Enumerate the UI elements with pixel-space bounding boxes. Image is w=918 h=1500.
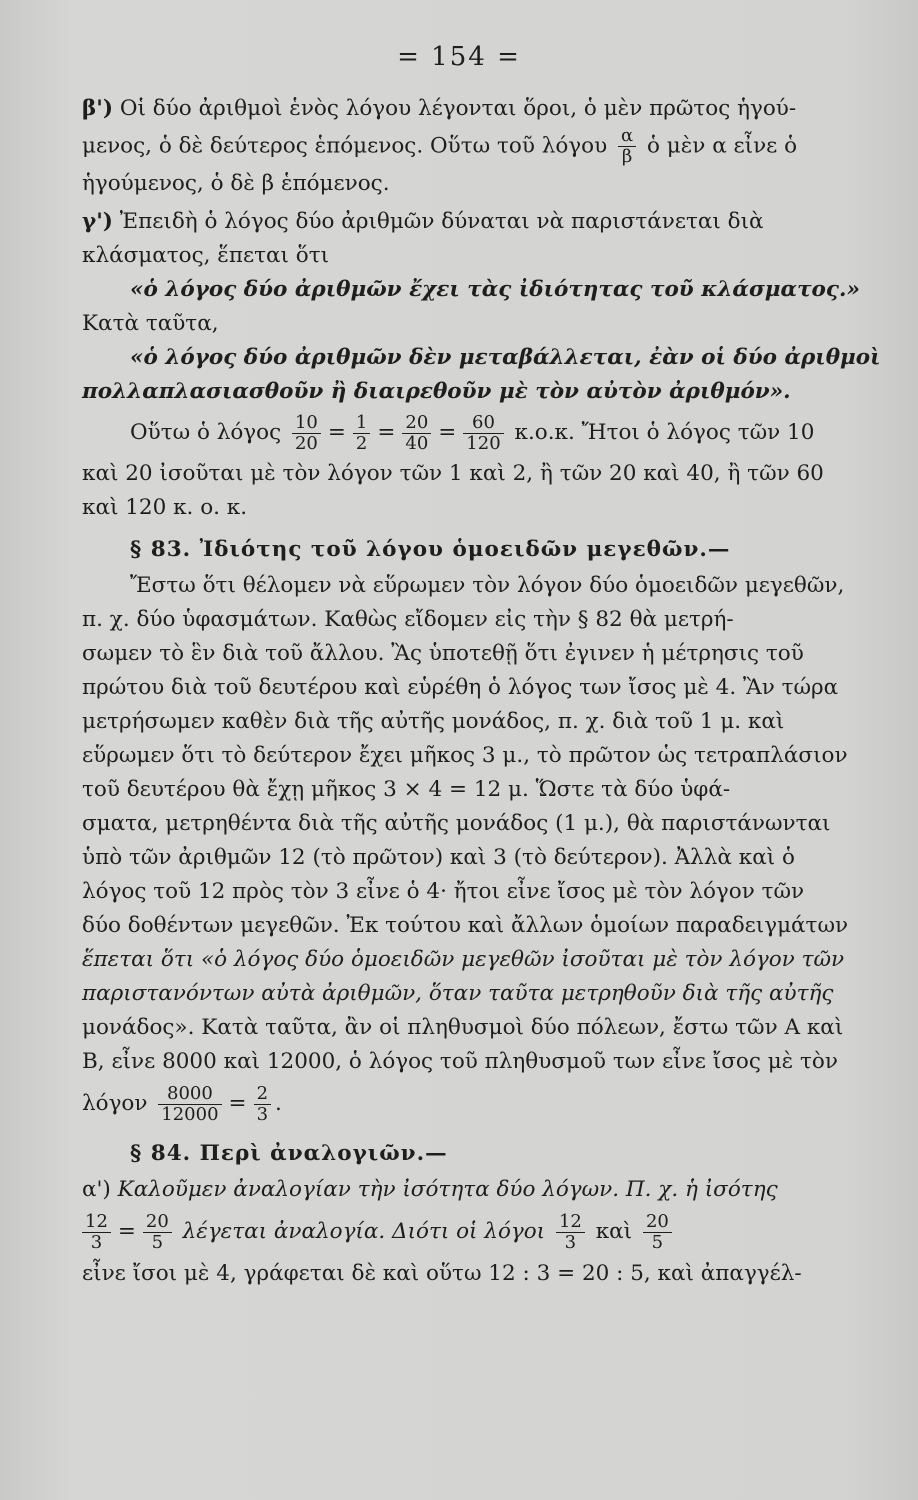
fraction [143,1212,172,1253]
text-line: ὑπὸ τῶν ἀριθμῶν 12 (τὸ πρῶτον) καὶ 3 (τὸ δεύτερον). Ἀλλὰ καὶ ὁ [82,845,795,870]
fraction [254,1084,271,1125]
fraction-numerator: 20 [643,1212,672,1233]
emphasized-quote: «ὁ λόγος δύο ἀριθμῶν δὲν μεταβάλλεται, ἐὰν οἱ δύο ἀριθμοὶ [130,345,881,370]
text-line: Κατὰ ταῦτα, [82,311,219,336]
fraction-denominator: 5 [651,1231,664,1253]
page-body [82,92,908,1295]
section-84-body [82,1173,908,1291]
text-line: καὶ 20 ἰσοῦται μὲ τὸν λόγον τῶν 1 καὶ 2, ἢ τῶν 20 καὶ 40, ἢ τῶν 60 [82,461,824,486]
text-line: δύο δοθέντων μεγεθῶν. Ἐκ τούτου καὶ ἄλλων ὁμοίων παραδειγμάτων [82,913,849,938]
text-line [82,126,908,167]
item-label: α') [82,1177,111,1202]
fraction-example-line [82,1207,908,1257]
equals-sign: = [327,420,346,445]
equals-sign: = [228,1091,247,1116]
text-span: ὁ μὲν α εἶνε ὁ [647,133,798,159]
text-line: μονάδος». Κατὰ ταῦτα, ἂν οἱ πληθυσμοὶ δύο πόλεων, ἔστω τῶν Α καὶ [82,1015,844,1040]
section-84-title: § 84. Περὶ ἀναλογιῶν.— [130,1141,448,1166]
fraction-numerator: 12 [82,1212,111,1233]
text-line: ἡγούμενος, ὁ δὲ β ἑπόμενος. [82,171,390,196]
equals-sign: = [438,420,457,445]
fraction [618,126,636,167]
text-line: εἶνε ἴσοι μὲ 4, γράφεται δὲ καὶ οὕτω 12 : 3 = 20 : 5, καὶ ἀπαγγέλ- [82,1261,802,1286]
fraction-numerator: 20 [143,1212,172,1233]
equals-sign: = [117,1219,136,1244]
fraction-denominator: 3 [256,1103,269,1125]
fraction-denominator: 12000 [161,1103,219,1125]
fraction-denominator: 40 [405,432,429,454]
fraction-denominator: 3 [564,1231,577,1253]
text-line: λόγος τοῦ 12 πρὸς τὸν 3 εἶνε ὁ 4· ἤτοι εἶνε ἴσος μὲ τὸν λόγον τῶν [82,879,805,904]
item-label: β') [82,96,114,121]
fraction [402,413,431,454]
fraction-denominator: 2 [355,432,368,454]
text-span: λόγον [82,1091,148,1116]
fraction-example-line [82,409,908,457]
page-number: = 154 = [397,42,521,72]
paragraph-beta [82,92,908,201]
text-line: Ἔστω ὅτι θέλομεν νὰ εὕρωμεν τὸν λόγον δύο ὁμοειδῶν μεγεθῶν, [130,573,845,598]
text-span: κ.ο.κ. Ἤτοι ὁ λόγος τῶν 10 [514,420,815,445]
text-line [82,92,908,126]
fraction-denominator: 3 [90,1231,103,1253]
text-line: π. χ. δύο ὑφασμάτων. Καθὼς εἴδομεν εἰς τὴν § 82 θὰ μετρή- [82,607,734,632]
period: . [275,1091,282,1116]
text-span: λέγεται ἀναλογία. Διότι οἱ λόγοι [182,1219,546,1244]
section-83-title: § 83. Ἰδιότης τοῦ λόγου ὁμοειδῶν μεγεθῶν.— [130,537,731,562]
fraction-denominator: 5 [151,1231,164,1253]
text-line: τοῦ δευτέρου θὰ ἔχῃ μῆκος 3 × 4 = 12 μ. Ὥστε τὰ δύο ὑφά- [82,777,731,802]
fraction-numerator: 2 [254,1084,271,1105]
fraction [463,413,503,454]
fraction [556,1212,585,1253]
fraction-denominator: 20 [294,432,318,454]
fraction-numerator: 8000 [158,1084,221,1105]
text-line: πρώτου διὰ τοῦ δευτέρου καὶ εὑρέθη ὁ λόγος των ἴσος μὲ 4. Ἂν τώρα [82,675,839,700]
text-span: Ἐπειδὴ ὁ λόγος δύο ἀριθμῶν δύναται νὰ παριστάνεται διὰ [119,209,764,234]
text-line: καὶ 120 κ. ο. κ. [82,495,248,520]
text-span: Οὕτω ὁ λόγος [130,420,282,445]
fraction [158,1084,221,1125]
text-span: καὶ [595,1219,633,1244]
text-line [82,1173,908,1207]
emphasized-quote: «ὁ λόγος δύο ἀριθμῶν ἔχει τὰς ἰδιότητας τοῦ κλάσματος.» [130,277,860,302]
paragraph-gamma [82,205,908,525]
text-line: εὕρωμεν ὅτι τὸ δεύτερον ἔχει μῆκος 3 μ., τὸ πρῶτον ὡς τετραπλάσιον [82,743,848,768]
fraction-numerator: 1 [353,413,370,434]
text-line: Β, εἶνε 8000 καὶ 12000, ὁ λόγος τοῦ πληθυσμοῦ των εἶνε ἴσος μὲ τὸν [82,1049,838,1074]
fraction-numerator: 10 [292,413,321,434]
fraction-numerator: 12 [556,1212,585,1233]
fraction-denominator: 120 [466,432,501,454]
section-83-body [82,569,908,1129]
fraction [643,1212,672,1253]
emphasized-quote: πολλαπλασιασθοῦν ἢ διαιρεθοῦν μὲ τὸν αὐτὸν ἀριθμόν». [82,379,791,404]
fraction-example-line [82,1079,908,1129]
fraction-numerator: 60 [463,413,503,434]
fraction [292,413,321,454]
text-span: Καλοῦμεν ἀναλογίαν τὴν ἰσότητα δύο λόγων. Π. χ. ἡ ἰσότης [117,1177,778,1202]
fraction-numerator: α [618,126,636,147]
fraction [353,413,370,454]
equals-sign: = [377,420,396,445]
text-line: μετρήσωμεν καθὲν διὰ τῆς αὐτῆς μονάδος, π. χ. διὰ τοῦ 1 μ. καὶ [82,709,785,734]
fraction [82,1212,111,1253]
text-line: κλάσματος, ἕπεται ὅτι [82,243,330,268]
text-span: Οἱ δύο ἀριθμοὶ ἑνὸς λόγου λέγονται ὅροι, ὁ μὲν πρῶτος ἡγού- [119,96,797,121]
text-line: σωμεν τὸ ἓν διὰ τοῦ ἄλλου. Ἂς ὑποτεθῇ ὅτι ἐγινεν ἡ μέτρησις τοῦ [82,641,804,666]
fraction-denominator: β [621,146,633,167]
text-line [82,205,908,239]
text-span: μενος, ὁ δὲ δεύτερος ἑπόμενος. Οὕτω τοῦ λόγου [82,133,608,159]
text-line: παριστανόντων αὐτὰ ἀριθμῶν, ὅταν ταῦτα μετρηθοῦν διὰ τῆς αὐτῆς [82,981,834,1006]
text-line: σματα, μετρηθέντα διὰ τῆς αὐτῆς μονάδος (1 μ.), θὰ παριστάνωνται [82,811,831,836]
text-line: ἕπεται ὅτι «ὁ λόγος δύο ὁμοειδῶν μεγεθῶν ἰσοῦται μὲ τὸν λόγον τῶν [82,947,845,972]
fraction-numerator: 20 [402,413,431,434]
item-label: γ') [82,209,113,234]
